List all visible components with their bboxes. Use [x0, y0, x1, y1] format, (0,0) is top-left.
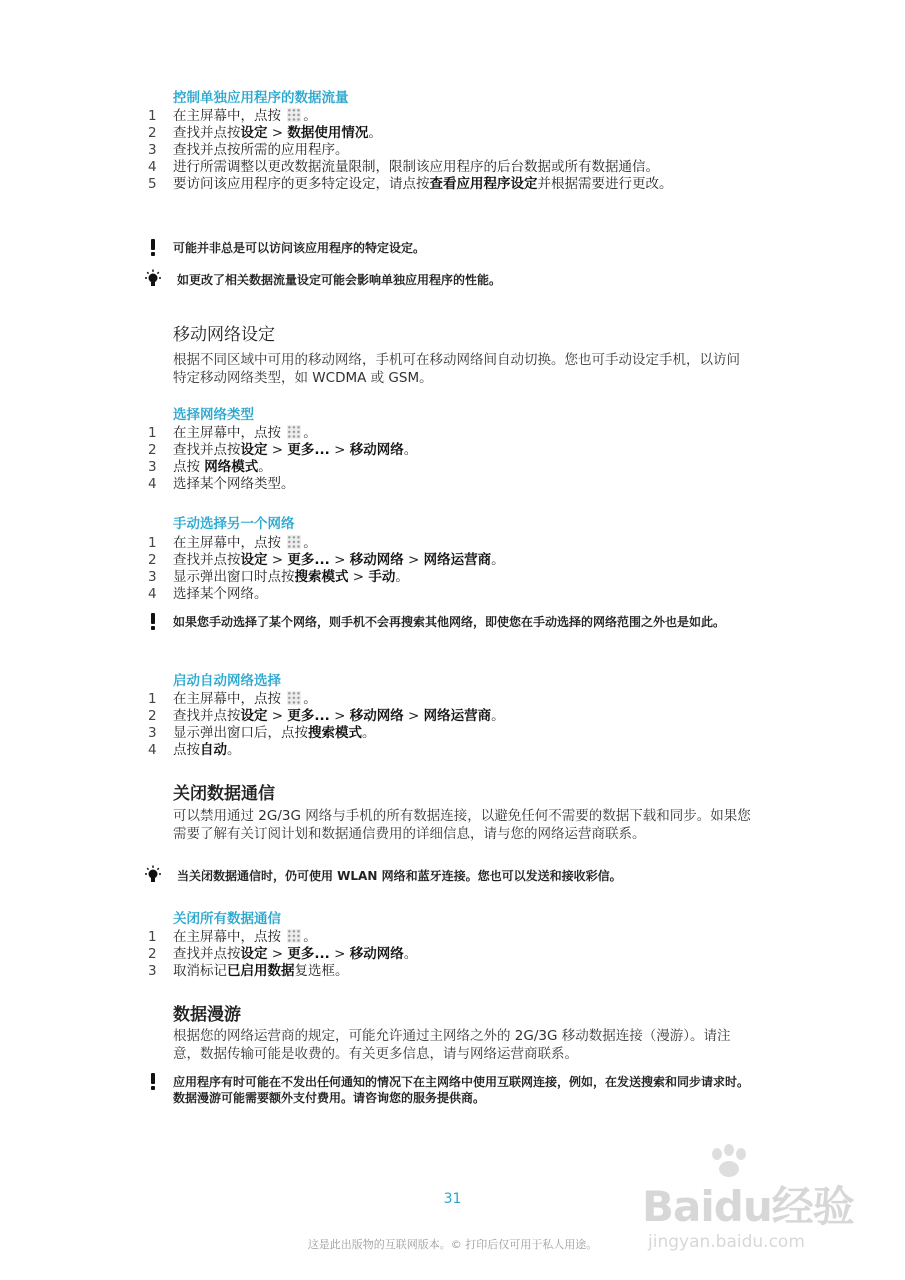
section-title-disable-all: 关闭所有数据通信	[173, 911, 281, 927]
list-item: 5 要访问该应用程序的更多特定设定，请点按查看应用程序设定并根据需要进行更改。	[148, 176, 673, 192]
section-title-control-app: 控制单独应用程序的数据流量	[173, 90, 349, 106]
list-item: 3 显示弹出窗口时点按搜索模式 > 手动。	[148, 569, 409, 585]
list-item: 1 在主屏幕中，点按 。	[148, 425, 317, 441]
lightbulb-icon	[143, 269, 163, 289]
list-item: 2 查找并点按设定 > 更多... > 移动网络。	[148, 442, 418, 458]
list-item: 4 进行所需调整以更改数据流量限制，限制该应用程序的后台数据或所有数据通信。	[148, 159, 659, 175]
list-item: 3 点按 网络模式。	[148, 459, 272, 475]
watermark-brand: Baidu经验	[642, 1182, 854, 1231]
section-title-auto-select: 启动自动网络选择	[173, 673, 281, 689]
list-item: 1 在主屏幕中，点按 。	[148, 108, 317, 124]
exclamation-icon	[143, 611, 163, 631]
apps-grid-icon	[287, 108, 301, 122]
steps-auto-select	[0, 691, 713, 759]
exclamation-icon	[143, 237, 163, 257]
paw-icon	[708, 1144, 750, 1178]
page-number: 31	[443, 1191, 462, 1207]
paragraph-disable-data: 可以禁用通过 2G/3G 网络与手机的所有数据连接，以避免任何不需要的数据下载和同步。如果您需要了解有关订阅计划和数据通信费用的详细信息，请与您的网络运营商联系。	[173, 808, 751, 842]
paragraph-mobile-network: 根据不同区域中可用的移动网络，手机可在移动网络间自动切换。您也可手动设定手机，以访问特定移动网络类型，如 WCDMA 或 GSM。	[173, 352, 740, 386]
list-item: 2 查找并点按设定 > 更多... > 移动网络 > 网络运营商。	[148, 552, 505, 568]
apps-grid-icon	[287, 425, 301, 439]
steps-select-type	[0, 425, 713, 493]
steps-disable-all	[0, 929, 713, 980]
note-roaming: 应用程序有时可能在不发出任何通知的情况下在主网络中使用互联网连接，例如，在发送搜索和同步请求时。数据漫游可能需要额外支付费用。请咨询您的服务提供商。	[173, 1075, 750, 1105]
apps-grid-icon	[287, 691, 301, 705]
list-item: 1 在主屏幕中，点按 。	[148, 535, 317, 551]
heading-roaming: 数据漫游	[173, 1005, 241, 1025]
list-item: 1 在主屏幕中，点按 。	[148, 691, 317, 707]
list-item: 2 查找并点按设定 > 更多... > 移动网络。	[148, 946, 418, 962]
apps-grid-icon	[287, 929, 301, 943]
section-title-select-type: 选择网络类型	[173, 407, 254, 423]
steps-control-app	[0, 108, 713, 193]
paragraph-roaming: 根据您的网络运营商的规定，可能允许通过主网络之外的 2G/3G 移动数据连接（漫游）。请注意，数据传输可能是收费的。有关更多信息，请与网络运营商联系。	[173, 1028, 731, 1062]
section-title-manual-select: 手动选择另一个网络	[173, 516, 295, 532]
list-item: 4 选择某个网络类型。	[148, 476, 295, 492]
tip-disable-data: 当关闭数据通信时，仍可使用 WLAN 网络和蓝牙连接。您也可以发送和接收彩信。	[177, 869, 622, 883]
list-item: 3 显示弹出窗口后，点按搜索模式。	[148, 725, 376, 741]
list-item: 2 查找并点按设定 > 数据使用情况。	[148, 125, 382, 141]
list-item: 4 点按自动。	[148, 742, 241, 758]
list-item: 1 在主屏幕中，点按 。	[148, 929, 317, 945]
list-item: 2 查找并点按设定 > 更多... > 移动网络 > 网络运营商。	[148, 708, 505, 724]
apps-grid-icon	[287, 535, 301, 549]
list-item: 3 查找并点按所需的应用程序。	[148, 142, 349, 158]
list-item: 3 取消标记已启用数据复选框。	[148, 963, 349, 979]
tip-control-app: 如更改了相关数据流量设定可能会影响单独应用程序的性能。	[177, 273, 502, 287]
list-item: 4 选择某个网络。	[148, 586, 268, 602]
note-control-app: 可能并非总是可以访问该应用程序的特定设定。	[173, 241, 426, 255]
heading-disable-data: 关闭数据通信	[173, 784, 275, 804]
steps-manual-select	[0, 535, 713, 603]
exclamation-icon	[143, 1071, 163, 1091]
note-manual-select: 如果您手动选择了某个网络，则手机不会再搜索其他网络，即使您在手动选择的网络范围之外也是如此。	[173, 615, 726, 629]
footer-note: 这是此出版物的互联网版本。© 打印后仅可用于私人用途。	[307, 1238, 598, 1251]
lightbulb-icon	[143, 865, 163, 885]
watermark-url: jingyan.baidu.com	[648, 1232, 805, 1252]
heading-mobile-network: 移动网络设定	[173, 325, 275, 345]
